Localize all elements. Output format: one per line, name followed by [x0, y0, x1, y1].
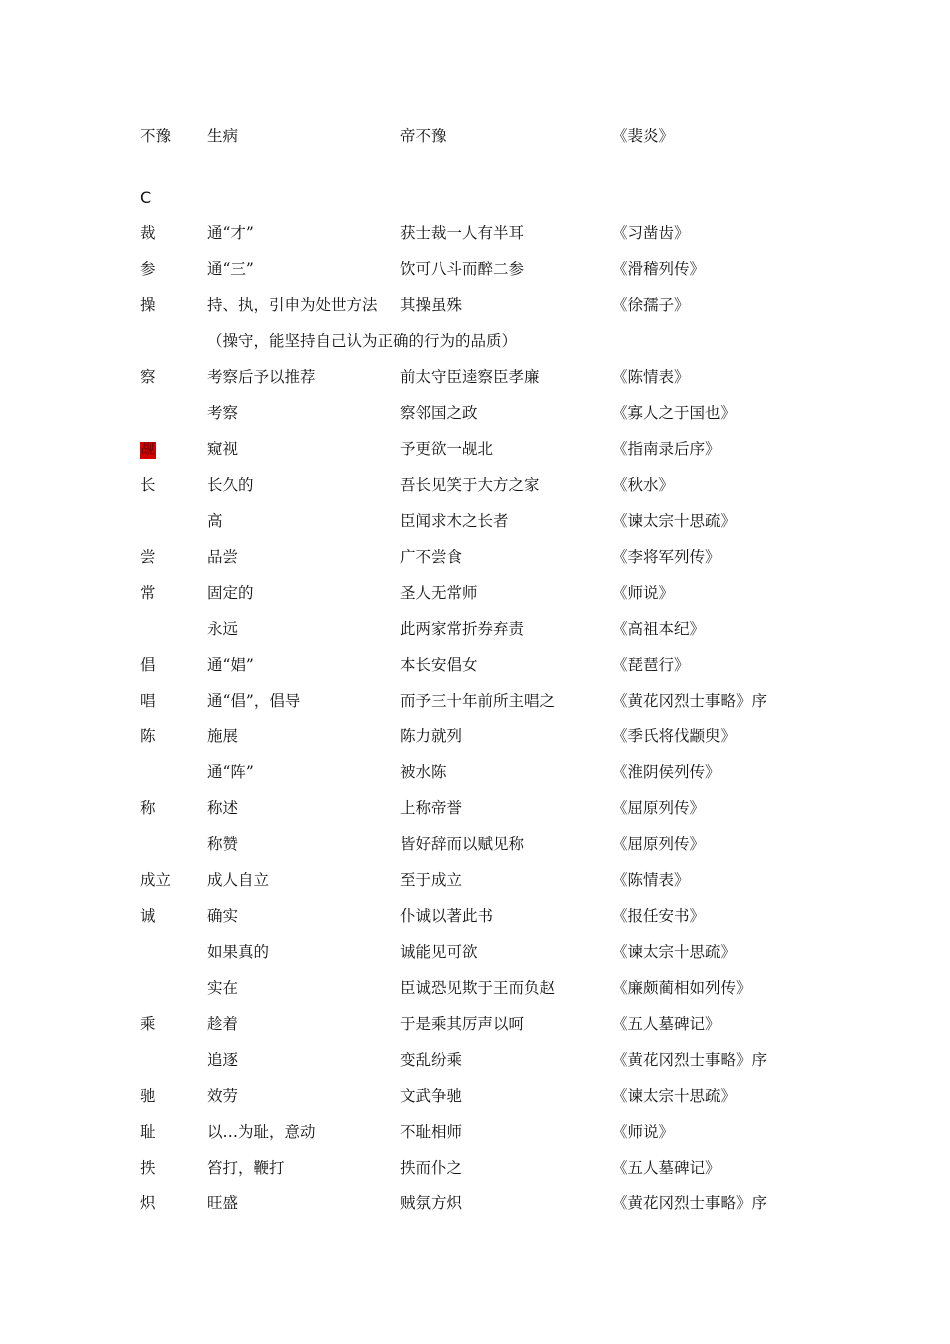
entry-word: 称 — [140, 799, 156, 817]
entry-meaning: 高 — [207, 512, 223, 530]
entry-example: 臣诚恐见欺于王而负赵 — [400, 979, 556, 997]
entry-example: 而予三十年前所主唱之 — [400, 692, 556, 710]
entry-source: 《高祖本纪》 — [612, 620, 706, 638]
entry-source: 《陈情表》 — [612, 871, 690, 889]
entry-example: 贼氛方炽 — [400, 1194, 463, 1212]
entry-meaning: 效劳 — [207, 1087, 239, 1105]
entry-row — [0, 796, 950, 820]
entry-row — [0, 1120, 950, 1144]
entry-source: 《谏太宗十思疏》 — [612, 1087, 737, 1105]
entry-meaning: 称述 — [207, 799, 239, 817]
entry-word: 乘 — [140, 1015, 156, 1033]
entry-meaning: 通“倡”，倡导 — [207, 692, 301, 710]
entry-row — [0, 293, 950, 317]
entry-word: 抶 — [140, 1159, 156, 1177]
entry-word: 参 — [140, 260, 156, 278]
entry-row — [0, 365, 950, 389]
entry-example: 臣闻求木之长者 — [400, 512, 509, 530]
entry-example: 予更欲一觇北 — [400, 440, 494, 458]
entry-example: 此两家常折券弃责 — [400, 620, 525, 638]
entry-row — [0, 1012, 950, 1036]
entry-source: 《徐孺子》 — [612, 296, 690, 314]
entry-example: 皆好辞而以赋见称 — [400, 835, 525, 853]
entry-example: 饮可八斗而醉二参 — [400, 260, 525, 278]
entry-row — [0, 1048, 950, 1072]
entry-meaning: 确实 — [207, 907, 239, 925]
entry-row — [0, 581, 950, 605]
entry-row — [0, 437, 950, 461]
entry-source: 《黄花冈烈士事略》序 — [612, 1051, 768, 1069]
entry-meaning: 固定的 — [207, 584, 254, 602]
entry-source: 《廉颇蔺相如列传》 — [612, 979, 752, 997]
entry-row — [0, 1084, 950, 1108]
entry-example: 文武争驰 — [400, 1087, 463, 1105]
entry-source: 《指南录后序》 — [612, 440, 721, 458]
entry-source: 《黄花冈烈士事略》序 — [612, 692, 768, 710]
entry-source: 《报任安书》 — [612, 907, 706, 925]
entry-meaning: 考察 — [207, 404, 239, 422]
entry-word: 唱 — [140, 692, 156, 710]
entry-source: 《季氏将伐颛臾》 — [612, 727, 737, 745]
entry-source: 《五人墓碑记》 — [612, 1015, 721, 1033]
entry-source: 《师说》 — [612, 1123, 675, 1141]
entry-row — [0, 689, 950, 713]
entry-example: 帝不豫 — [400, 127, 447, 145]
entry-word: 常 — [140, 584, 156, 602]
highlighted-word: 觇 — [141, 441, 155, 458]
entry-note: （操守，能坚持自己认为正确的行为的品质） — [207, 332, 518, 350]
entry-example: 仆诚以著此书 — [400, 907, 494, 925]
entry-word: 裁 — [140, 224, 156, 242]
entry-row — [0, 724, 950, 748]
entry-row — [0, 653, 950, 677]
entry-row — [0, 976, 950, 1000]
entry-meaning: 趁着 — [207, 1015, 239, 1033]
entry-meaning: 称赞 — [207, 835, 239, 853]
entry-word: 长 — [140, 476, 156, 494]
entry-word: 成立 — [140, 871, 172, 889]
entry-row-buyu — [0, 124, 950, 148]
entry-source: 《李将军列传》 — [612, 548, 721, 566]
entry-row — [0, 509, 950, 533]
entry-meaning: 通“阵” — [207, 763, 254, 781]
entry-meaning: 施展 — [207, 727, 239, 745]
entry-source: 《屈原列传》 — [612, 835, 706, 853]
entry-source: 《师说》 — [612, 584, 675, 602]
entry-example: 前太守臣逵察臣孝廉 — [400, 368, 540, 386]
entry-meaning: 成人自立 — [207, 871, 270, 889]
entry-meaning: 通“才” — [207, 224, 254, 242]
entry-row — [0, 1191, 950, 1215]
entry-meaning: 持、执，引申为处世方法 — [207, 296, 378, 314]
entry-meaning: 生病 — [207, 127, 239, 145]
entry-source: 《谏太宗十思疏》 — [612, 512, 737, 530]
entry-word: 诚 — [140, 907, 156, 925]
entry-example: 其操虽殊 — [400, 296, 463, 314]
entry-word: 驰 — [140, 1087, 156, 1105]
entry-source: 《琵琶行》 — [612, 656, 690, 674]
entry-meaning: 通“娼” — [207, 656, 254, 674]
entry-word: 耻 — [140, 1123, 156, 1141]
entry-example: 本长安倡女 — [400, 656, 478, 674]
entry-example: 抶而仆之 — [400, 1159, 463, 1177]
entry-source: 《陈情表》 — [612, 368, 690, 386]
entry-meaning: 实在 — [207, 979, 239, 997]
entry-source: 《秋水》 — [612, 476, 675, 494]
entry-meaning: 旺盛 — [207, 1194, 239, 1212]
entry-word: 陈 — [140, 727, 156, 745]
entry-source: 《滑稽列传》 — [612, 260, 706, 278]
entry-example: 于是乘其厉声以呵 — [400, 1015, 525, 1033]
entry-meaning: 长久的 — [207, 476, 254, 494]
entry-row — [0, 940, 950, 964]
entry-source: 《寡人之于国也》 — [612, 404, 737, 422]
entry-source: 《五人墓碑记》 — [612, 1159, 721, 1177]
entry-word: 不豫 — [140, 127, 172, 145]
entry-source: 《裴炎》 — [612, 127, 675, 145]
entry-example: 上称帝誉 — [400, 799, 463, 817]
entry-meaning: 笞打，鞭打 — [207, 1159, 285, 1177]
entry-example: 广不尝食 — [400, 548, 463, 566]
entry-meaning: 永远 — [207, 620, 239, 638]
entry-example: 吾长见笑于大方之家 — [400, 476, 540, 494]
entry-row — [0, 904, 950, 928]
entry-row — [0, 221, 950, 245]
entry-meaning: 考察后予以推荐 — [207, 368, 316, 386]
entry-example: 察邻国之政 — [400, 404, 478, 422]
entry-example: 圣人无常师 — [400, 584, 478, 602]
entry-example: 诚能见可欲 — [400, 943, 478, 961]
entry-source: 《黄花冈烈士事略》序 — [612, 1194, 768, 1212]
entry-source: 《淮阴侯列传》 — [612, 763, 721, 781]
entry-meaning: 追逐 — [207, 1051, 239, 1069]
entry-row — [0, 868, 950, 892]
entry-word: 炽 — [140, 1194, 156, 1212]
entry-word: 操 — [140, 296, 156, 314]
entry-row — [0, 545, 950, 569]
entry-row — [0, 832, 950, 856]
entry-source: 《屈原列传》 — [612, 799, 706, 817]
entry-row — [0, 473, 950, 497]
entry-example: 被水陈 — [400, 763, 447, 781]
entry-source: 《谏太宗十思疏》 — [612, 943, 737, 961]
entry-word — [140, 437, 156, 461]
section-heading: C — [140, 188, 152, 207]
entry-word: 尝 — [140, 548, 156, 566]
entry-row — [0, 1156, 950, 1180]
entry-word: 倡 — [140, 656, 156, 674]
entry-row — [0, 401, 950, 425]
entry-example: 陈力就列 — [400, 727, 463, 745]
entry-example: 变乱纷乘 — [400, 1051, 463, 1069]
entry-meaning: 窥视 — [207, 440, 239, 458]
entry-example: 至于成立 — [400, 871, 463, 889]
entry-meaning: 通“三” — [207, 260, 254, 278]
entry-meaning: 如果真的 — [207, 943, 270, 961]
entry-word: 察 — [140, 368, 156, 386]
entry-source: 《习凿齿》 — [612, 224, 690, 242]
entry-example: 不耻相师 — [400, 1123, 463, 1141]
entry-row — [0, 760, 950, 784]
entry-row — [0, 617, 950, 641]
entry-example: 获士裁一人有半耳 — [400, 224, 525, 242]
entry-meaning: 以…为耻，意动 — [207, 1123, 316, 1141]
entry-row — [0, 257, 950, 281]
entry-meaning: 品尝 — [207, 548, 239, 566]
